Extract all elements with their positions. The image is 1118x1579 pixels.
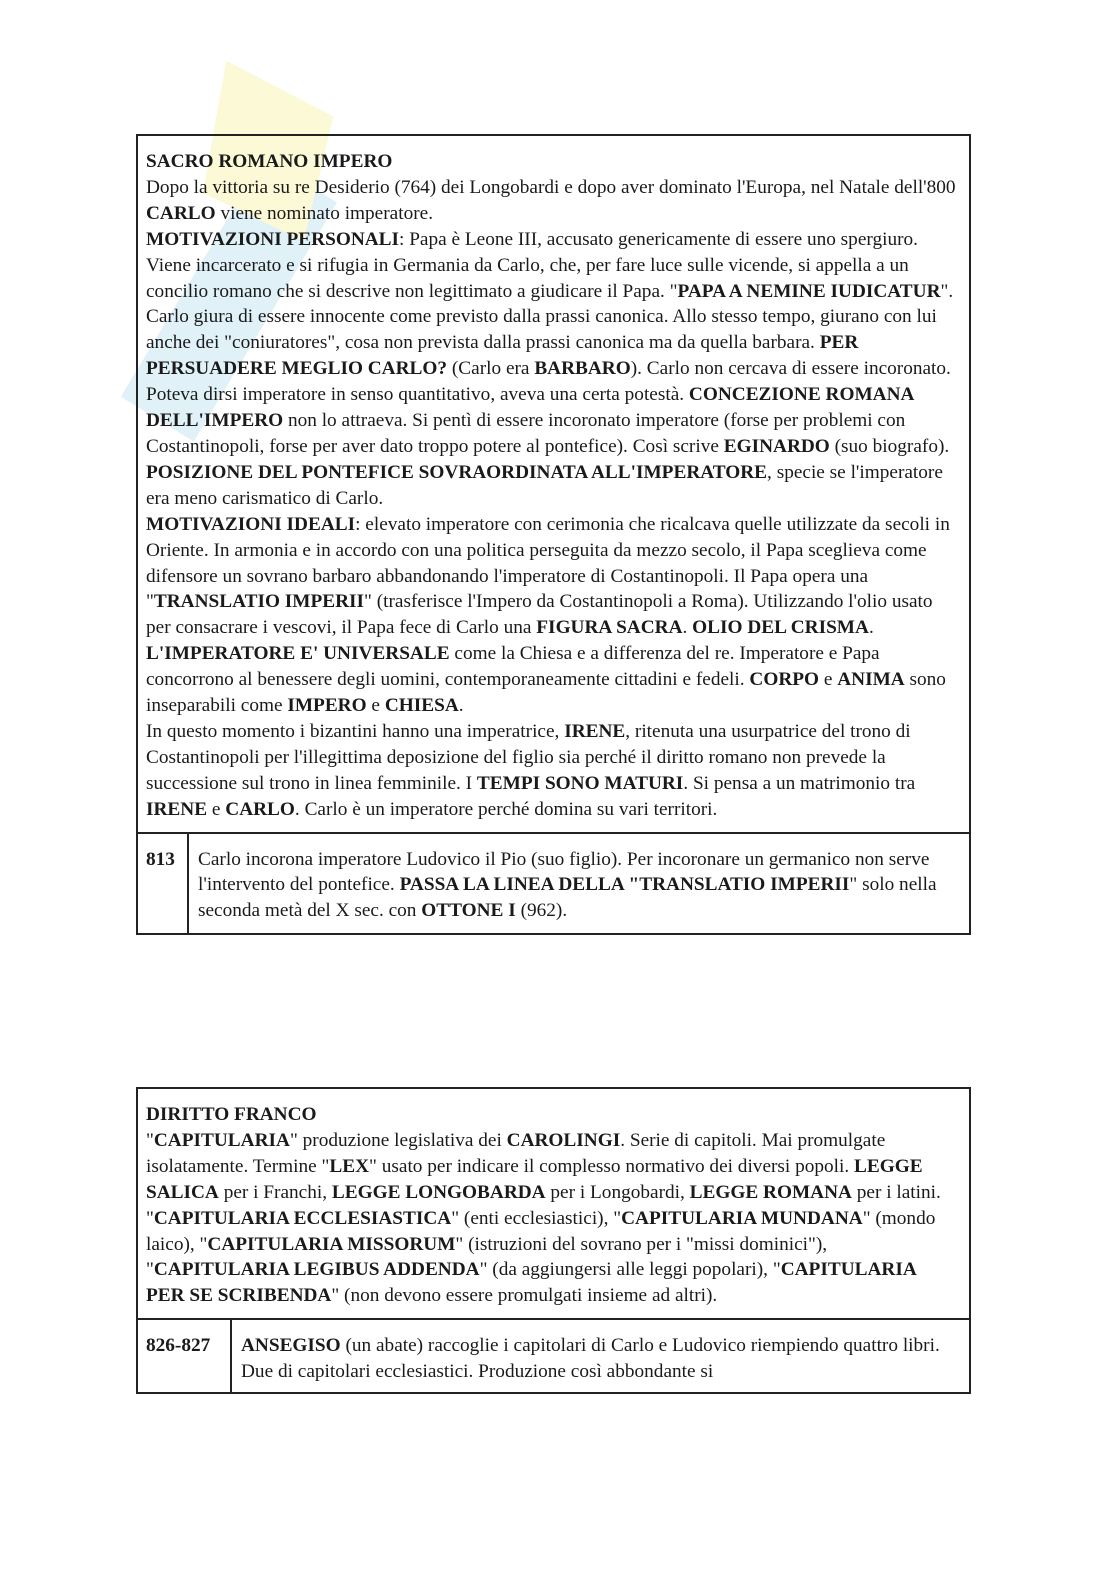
- bold-term: CAROLINGI: [506, 1129, 621, 1151]
- section-body: [138, 1089, 969, 1318]
- text-run: .: [682, 617, 693, 639]
- text-run: (Carlo era: [447, 358, 535, 380]
- text-run: .: [868, 617, 874, 639]
- section-body: [138, 136, 969, 832]
- bold-term: CARLO: [146, 202, 216, 224]
- text-run: .: [458, 695, 464, 717]
- bold-term: TEMPI SONO MATURI: [476, 772, 684, 794]
- bold-term: ANIMA: [837, 669, 905, 691]
- bold-term: OTTONE I: [421, 900, 516, 922]
- text-run: come la Chiesa e a differenza del re. Imperatore e Papa concorrono al benessere degli uomini, contemporaneamente cittadini e fedeli.: [146, 643, 880, 691]
- text-run: , ritenuta una usurpatrice del trono di Costantinopoli per l'illegittima deposizione del figlio sia perché il diritto romano non prevede la successione sul trono in linea femminile. I: [146, 720, 911, 794]
- bold-term: SACRO ROMANO IMPERO: [146, 151, 393, 172]
- text-run: " usato per indicare il complesso normativo dei diversi popoli.: [369, 1155, 855, 1177]
- bold-term: OLIO DEL CRISMA: [692, 617, 869, 639]
- timeline-date: 826-827: [138, 1320, 232, 1392]
- text-run: " (trasferisce l'Impero da Costantinopoli a Roma). Utilizzando l'olio usato per consacrare i vescovi, il Papa fece di Carlo una: [146, 591, 933, 639]
- text-run: " (mondo laico), ": [146, 1207, 936, 1255]
- text-run: : Papa è Leone III, accusato genericamente di essere uno spergiuro. Viene incarcerato e si rifugia in Germania da Carlo, che, per fare luce sulle vicende, si appella a un concilio romano che si descrive non legittimato a giudicare il Papa. ": [146, 228, 918, 302]
- text-run: non lo attraeva. Si pentì di essere incoronato imperatore (forse per problemi con Costantinopoli, forse per aver dato troppo potere al pontefice). Così scrive: [146, 410, 906, 457]
- bold-term: LEGGE SALICA: [146, 1155, 923, 1203]
- text-run: e: [366, 695, 385, 717]
- text-run: sono inseparabili come: [146, 669, 946, 717]
- text-run: " (enti ecclesiastici), ": [451, 1207, 622, 1229]
- text-run: " (da aggiungersi alle leggi popolari), ": [479, 1259, 781, 1281]
- timeline-text: [189, 834, 969, 934]
- bold-term: CHIESA: [384, 695, 459, 717]
- bold-term: CAPITULARIA PER SE SCRIBENDA: [146, 1259, 916, 1307]
- text-run: per i Longobardi,: [545, 1181, 690, 1203]
- section-diritto-franco: [136, 1087, 971, 1394]
- bold-term: CAPITULARIA MUNDANA: [621, 1207, 863, 1229]
- bold-term: PER PERSUADERE MEGLIO CARLO?: [146, 332, 859, 380]
- bold-term: IRENE: [146, 798, 208, 820]
- text-run: : elevato imperatore con cerimonia che ricalcava quelle utilizzate da secoli in Oriente. In armonia e in accordo con una politica perseguita da mezzo secolo, il Papa sceglieva come difensore un sovrano barbaro abbandonando l'imperatore di Costantinopoli. Il Papa opera una ": [146, 513, 950, 613]
- bold-term: CORPO: [749, 669, 820, 691]
- text-run: " (istruzioni del sovrano per i "missi dominici"), ": [146, 1233, 828, 1281]
- text-run: ). Carlo non cercava di essere incoronato. Poteva dirsi imperatore in senso quantitativo, aveva una certa potestà.: [146, 358, 951, 406]
- text-run: e: [207, 798, 226, 820]
- bold-term: LEX: [329, 1155, 370, 1177]
- timeline-text: [232, 1320, 969, 1392]
- text-run: " produzione legislativa dei: [289, 1129, 507, 1151]
- bold-term: CONCEZIONE ROMANA DELL'IMPERO: [146, 384, 914, 432]
- bold-term: BARBARO: [534, 358, 631, 380]
- bold-term: POSIZIONE DEL PONTEFICE SOVRAORDINATA ALL'IMPERATORE: [146, 461, 768, 483]
- bold-term: MOTIVAZIONI PERSONALI: [146, 228, 400, 250]
- bold-term: CAPITULARIA ECCLESIASTICA: [153, 1207, 452, 1229]
- timeline-row: [138, 1318, 969, 1392]
- bold-term: FIGURA SACRA: [536, 617, 683, 639]
- section-sacro-romano-impero: [136, 134, 971, 935]
- timeline-date: 813: [138, 834, 189, 934]
- text-run: Dopo la vittoria su re Desiderio (764) dei Longobardi e dopo aver dominato l'Europa, nel Natale dell'800: [146, 176, 956, 198]
- bold-term: L'IMPERATORE E' UNIVERSALE: [146, 643, 450, 665]
- bold-term: DIRITTO FRANCO: [146, 1104, 317, 1125]
- text-run: viene nominato imperatore.: [215, 202, 434, 224]
- timeline-row: [138, 832, 969, 934]
- text-run: per i latini. ": [146, 1181, 941, 1229]
- text-run: . Carlo è un imperatore perché domina su vari territori.: [294, 798, 718, 820]
- bold-term: CARLO: [225, 798, 295, 820]
- bold-term: CAPITULARIA: [153, 1129, 290, 1151]
- bold-term: LEGGE LONGOBARDA: [331, 1181, 546, 1203]
- bold-term: ANSEGISO: [241, 1335, 341, 1357]
- text-run: . Si pensa a un matrimonio tra: [683, 772, 916, 794]
- text-run: . Serie di capitoli. Mai promulgate isolatamente. Termine ": [146, 1129, 886, 1177]
- bold-term: MOTIVAZIONI IDEALI: [146, 513, 356, 535]
- bold-term: CAPITULARIA LEGIBUS ADDENDA: [153, 1259, 480, 1281]
- bold-term: LEGGE ROMANA: [689, 1181, 852, 1203]
- bold-term: TRANSLATIO IMPERII: [153, 591, 365, 613]
- text-run: " (non devono essere promulgati insieme ad altri).: [331, 1285, 718, 1307]
- bold-term: EGINARDO: [723, 435, 830, 457]
- bold-term: PASSA LA LINEA DELLA "TRANSLATIO IMPERII: [399, 874, 850, 896]
- text-run: e: [819, 669, 838, 691]
- text-run: In questo momento i bizantini hanno una imperatrice,: [146, 720, 565, 742]
- text-run: " solo nella seconda metà del X sec. con: [198, 874, 937, 922]
- text-run: (un abate) raccoglie i capitolari di Carlo e Ludovico riempiendo quattro libri. Due di capitolari ecclesiastici. Produzione così abbondante si: [241, 1335, 940, 1383]
- text-run: per i Franchi,: [218, 1181, 332, 1203]
- bold-term: IMPERO: [287, 695, 367, 717]
- bold-term: IRENE: [564, 720, 626, 742]
- text-run: , specie se l'imperatore era meno carismatico di Carlo.: [146, 461, 943, 509]
- bold-term: PAPA A NEMINE IUDICATUR: [677, 280, 941, 302]
- text-run: ". Carlo giura di essere innocente come previsto dalla prassi canonica. Allo stesso tempo, giurano con lui anche dei "coniuratores", cosa non prevista dalla prassi canonica ma da quella barbara.: [146, 280, 954, 354]
- text-run: ": [146, 1129, 154, 1151]
- text-run: (962).: [515, 900, 568, 922]
- text-run: Carlo incorona imperatore Ludovico il Pio (suo figlio). Per incoronare un germanico non serve l'intervento del pontefice.: [198, 848, 930, 896]
- bold-term: CAPITULARIA MISSORUM: [207, 1233, 456, 1255]
- text-run: (suo biografo).: [829, 435, 950, 457]
